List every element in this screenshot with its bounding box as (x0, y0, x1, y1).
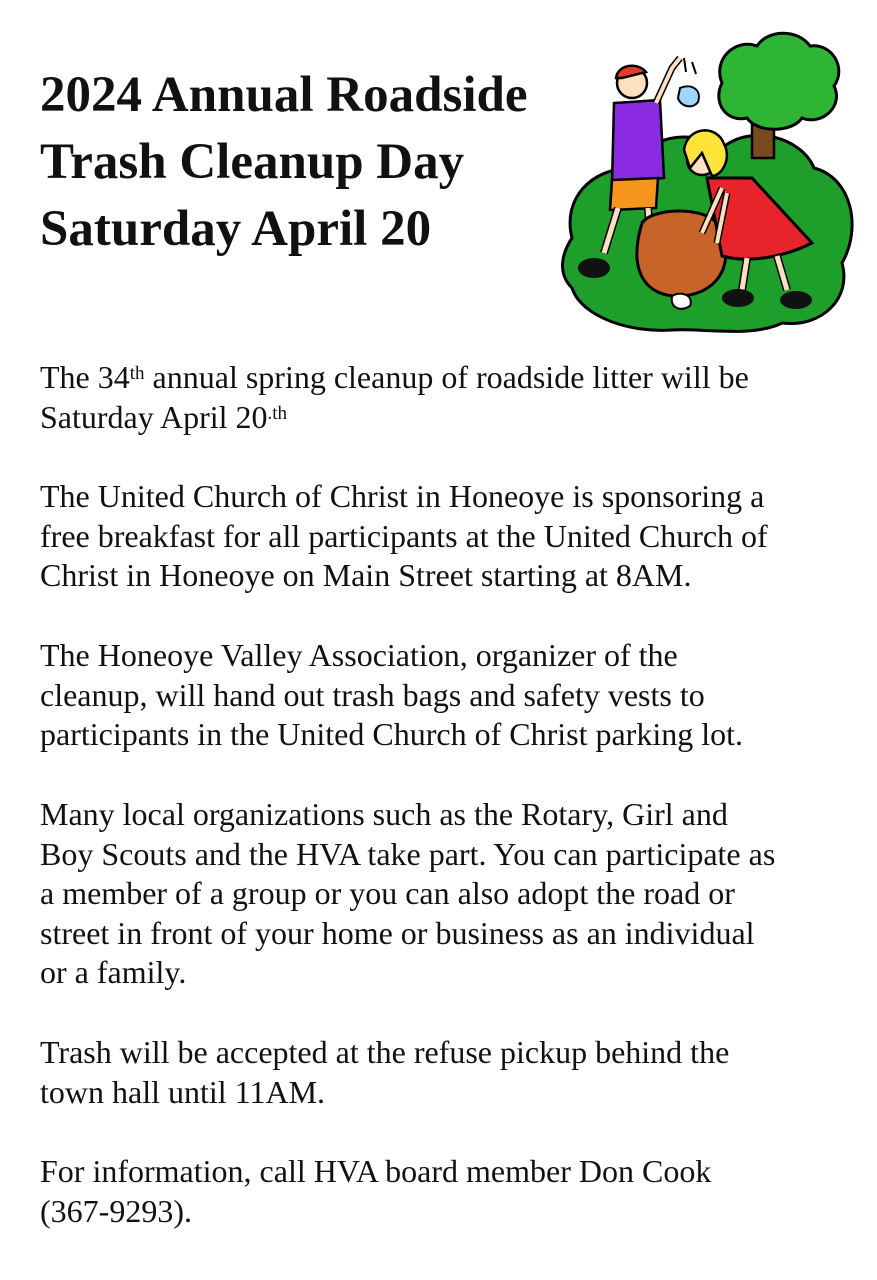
organizations-line-4: street in front of your home or business as an individual (40, 914, 755, 951)
title-line-1: 2024 Annual Roadside (40, 67, 528, 123)
trash-dropoff-paragraph (40, 1033, 860, 1112)
flyer-title (40, 62, 528, 263)
trash-line-2: town hall until 11AM. (40, 1073, 326, 1110)
title-line-2: Trash Cleanup Day (40, 134, 465, 190)
organizations-line-1: Many local organizations such as the Rotary, Girl and (40, 796, 728, 832)
organizations-line-2: Boy Scouts and the HVA take part. You can participate as (40, 835, 776, 872)
hva-line-1: The Honeoye Valley Association, organizer of the (40, 637, 678, 673)
breakfast-line-3: Christ in Honeoye on Main Street starting at 8AM. (40, 557, 692, 593)
intro-date: Saturday April 20 (40, 398, 268, 435)
hva-line-2: cleanup, will hand out trash bags and safety vests to (40, 676, 705, 713)
hva-line-3: participants in the United Church of Christ parking lot. (40, 716, 743, 752)
organizations-line-3: a member of a group or you can also adopt the road or (40, 875, 735, 911)
breakfast-paragraph (40, 477, 860, 596)
contact-phone: (367-9293). (40, 1192, 192, 1229)
date-suffix: .th (267, 402, 288, 424)
intro-text-a: The 34 (40, 359, 130, 395)
contact-line-1: For information, call HVA board member Don Cook (40, 1153, 712, 1189)
ordinal-suffix: th (129, 363, 145, 384)
trash-line-1: Trash will be accepted at the refuse pickup behind the (40, 1034, 730, 1070)
organizations-line-5: or a family. (40, 954, 187, 990)
cleanup-clipart (552, 28, 862, 336)
hva-paragraph (40, 636, 860, 755)
intro-paragraph (40, 358, 860, 437)
breakfast-line-2: free breakfast for all participants at the United Church of (40, 517, 768, 554)
intro-text-b: annual spring cleanup of roadside litter will be (144, 359, 749, 395)
title-line-3: Saturday April 20 (40, 201, 432, 257)
contact-paragraph (40, 1152, 860, 1231)
organizations-paragraph (40, 795, 860, 993)
breakfast-line-1: The United Church of Christ in Honeoye is sponsoring a (40, 478, 765, 514)
